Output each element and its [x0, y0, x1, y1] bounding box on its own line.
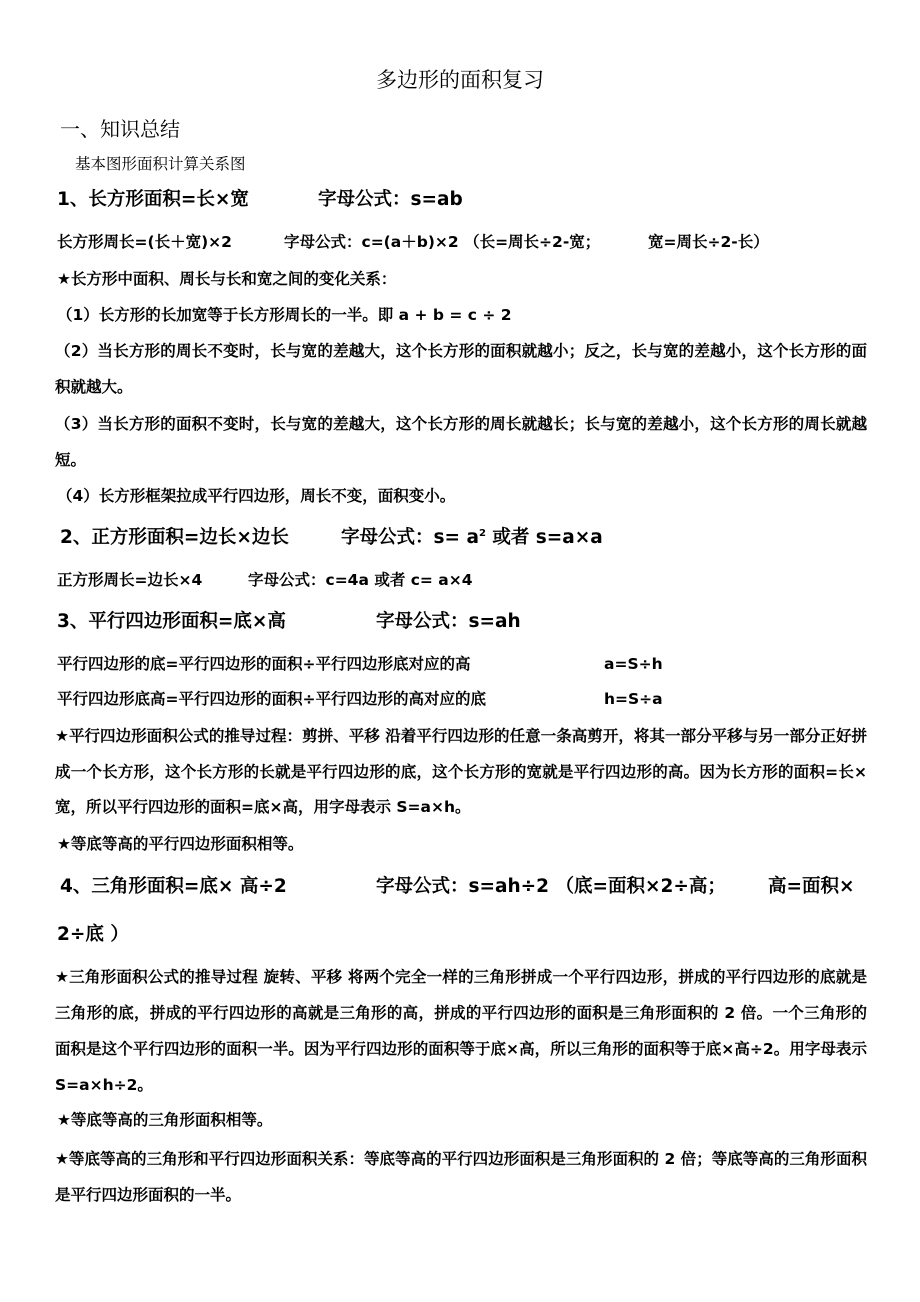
triangle-formula: 字母公式：s=ah÷2 （底=面积×2÷高；: [376, 876, 726, 897]
rect-perimeter-formula: 字母公式：c=(a＋b)×2 （长=周长÷2-宽；: [284, 233, 601, 251]
rect-point-3: （3）当长方形的面积不变时，长与宽的差越大，这个长方形的周长就越长；长与宽的差越小，这个长方形的周长就越短。: [55, 415, 867, 469]
rect-point-2: （2）当长方形的周长不变时，长与宽的差越大，这个长方形的面积就越小；反之，长与宽的差越小，这个长方形的面积就越大。: [55, 342, 867, 396]
triangle-relation: ★等底等高的三角形和平行四边形面积关系：等底等高的平行四边形面积是三角形面积的 2 倍；等底等高的三角形面积是平行四边形面积的一半。: [55, 1150, 867, 1204]
triangle-derivation: ★三角形面积公式的推导过程 旋转、平移 将两个完全一样的三角形拼成一个平行四边形，拼成的平行四边形的底就是三角形的底，拼成的平行四边形的高就是三角形的高，拼成的平行四边形的面积是三角形面积的 2 倍。一个三角形的面积是这个平行四边形的面积一半。因为平行四边形的面积等于底×高，所以三角形的面积等于底×高÷2。用字母表示 S=a×h÷2。: [55, 968, 867, 1094]
rect-formula: 字母公式：s=ab: [318, 189, 463, 210]
parallelogram-height: 平行四边形底高=平行四边形的面积÷平行四边形的高对应的底: [57, 690, 486, 708]
triangle-formula-tail: 高=面积×: [768, 876, 855, 897]
triangle-heading: 4、三角形面积=底× 高÷2: [60, 876, 287, 897]
triangle-equal: ★等底等高的三角形面积相等。: [57, 1111, 273, 1129]
rect-star-note: ★长方形中面积、周长与长和宽之间的变化关系：: [57, 270, 397, 288]
rect-heading: 1、长方形面积=长×宽: [57, 189, 249, 210]
parallelogram-heading: 3、平行四边形面积=底×高: [57, 611, 286, 632]
square-perimeter: 正方形周长=边长×4: [57, 571, 203, 589]
square-formula: 字母公式：$s= a^2$ 或者 s=a×a: [341, 527, 603, 548]
rect-point-4: （4）长方形框架拉成平行四边形，周长不变，面积变小。: [57, 487, 456, 505]
parallelogram-equal: ★等底等高的平行四边形面积相等。: [57, 835, 304, 853]
parallelogram-height-formula: h=S÷a: [604, 690, 663, 708]
triangle-formula-cont: 2÷底 ）: [57, 924, 129, 945]
rect-point-1: （1）长方形的长加宽等于长方形周长的一半。即 a + b = c ÷ 2: [57, 306, 512, 324]
square-perimeter-formula: 字母公式：c=4a 或者 c= a×4: [248, 571, 473, 589]
square-heading: 2、正方形面积=边长×边长: [60, 527, 289, 548]
section-heading: 一、知识总结: [60, 117, 180, 141]
rect-perimeter-note: 宽=周长÷2-长）: [648, 233, 769, 251]
parallelogram-base: 平行四边形的底=平行四边形的面积÷平行四边形底对应的高: [57, 655, 471, 673]
parallelogram-derivation: ★平行四边形面积公式的推导过程：剪拼、平移 沿着平行四边形的任意一条高剪开，将其一部分平移与另一部分正好拼成一个长方形，这个长方形的长就是平行四边形的底，这个长方形的宽就是平行四边形的高。因为长方形的面积=长×宽，所以平行四边形的面积=底×高，用字母表示 S=a×h。: [55, 727, 867, 816]
parallelogram-formula: 字母公式：s=ah: [376, 611, 521, 632]
rect-perimeter: 长方形周长=(长＋宽)×2: [57, 233, 232, 251]
subtitle: 基本图形面积计算关系图: [75, 155, 246, 173]
page-title: 多边形的面积复习: [376, 68, 544, 92]
parallelogram-base-formula: a=S÷h: [604, 655, 663, 673]
